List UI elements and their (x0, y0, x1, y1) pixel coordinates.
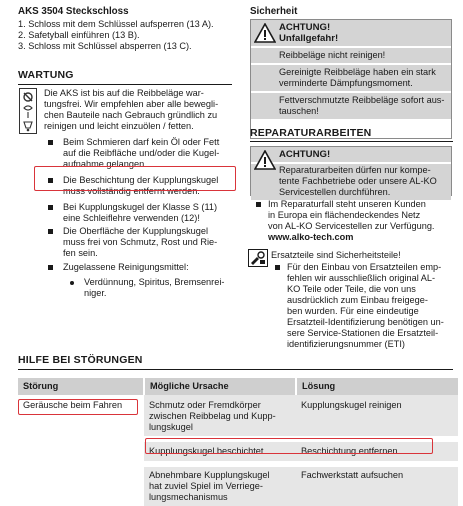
square-bullet-icon (48, 140, 53, 145)
wartung-title: WARTUNG (18, 69, 74, 81)
warning-box-unfall (250, 19, 452, 139)
cell-stoerung (18, 442, 144, 461)
hilfe-rule (18, 369, 453, 370)
warning-row: Fettverschmutzte Reibbeläge sofort aus- tauschen! (251, 93, 451, 119)
bullet-item: Zugelassene Reinigungsmittel: (46, 262, 241, 273)
warning-heading: ACHTUNG! Unfallgefahr! (251, 20, 451, 46)
bullet-list (46, 137, 241, 299)
square-bullet-icon (48, 265, 53, 270)
bullet-item: Die Beschichtung der Kupplungskugel muss vollständig entfernt werden. (46, 175, 241, 197)
sicherheit-title: Sicherheit (250, 6, 298, 17)
cell-ursache: Schmutz oder Fremdkörper zwischen Reibbelag und Kupp- lungskugel (144, 395, 296, 436)
square-bullet-icon (275, 265, 280, 270)
cell-loesung: Fachwerkstatt aufsuchen (296, 467, 458, 506)
bullet-item: Die Oberfläche der Kupplungskugel muss frei von Schmutz, Rost und Rie- fen sein. (46, 226, 241, 259)
warning-triangle-icon (254, 23, 276, 43)
highlight-beschichtet-row (145, 438, 433, 454)
reparatur-rule (250, 141, 453, 142)
square-bullet-icon (48, 205, 53, 210)
table-row (18, 467, 458, 506)
step-1: 1. Schloss mit dem Schlüssel aufsperren (13 A). (18, 19, 214, 29)
column-header: Lösung (296, 378, 458, 395)
square-bullet-icon (48, 229, 53, 234)
dot-bullet-icon (70, 281, 74, 285)
warning-triangle-icon (254, 150, 276, 170)
table-header-row (18, 378, 458, 395)
wartung-rule (18, 84, 232, 85)
column-header: Mögliche Ursache (144, 378, 296, 395)
highlight-geraeusche (18, 399, 138, 415)
cell-stoerung: Geräusche beim Fahren (18, 395, 144, 436)
cell-loesung: Kupplungskugel reinigen (296, 395, 458, 436)
cell-stoerung (18, 467, 144, 506)
warning-box-reparatur (250, 146, 452, 196)
warning-row: Gereinigte Reibbeläge haben ein stark verminderte Dämpfungsmoment. (251, 65, 451, 91)
square-bullet-icon (256, 202, 261, 207)
warning-row: Reparaturarbeiten dürfen nur kompe- tente Fachbetriebe oder unsere AL-KO Servicestellen durchführen. (251, 164, 451, 200)
reparatur-text: Im Reparaturfall steht unseren Kunden in Europa ein flächendeckendes Netz von AL-KO Servicestellen zur Verfügung. www.alko-tech.com (254, 199, 463, 243)
bullet-item: Beim Schmieren darf kein Öl oder Fett auf die Reibfläche und/oder die Kugel- aufnahme gelangen. (46, 137, 241, 170)
ersatz-text: Für den Einbau von Ersatzteilen emp- fehlen wir ausschließlich original AL- KO Teile oder Teile, die von uns ausdrücklich zum Einbau freigege- ben wurden. Für eine eindeutige Ersatzteil-Identifizierung benötigen un- sere Service-Stationen die Ersatzteil- identifizierungsnummer (ETI) (271, 262, 463, 350)
alko-url-link[interactable]: www.alko-tech.com (268, 232, 354, 242)
warning-row: Reibbeläge nicht reinigen! (251, 48, 451, 63)
step-3: 3. Schloss mit Schlüssel absperren (13 C). (18, 41, 192, 51)
reparatur-title: REPARATURARBEITEN (250, 127, 372, 139)
warning-heading: ACHTUNG! (251, 147, 451, 162)
step-2: 2. Safetyball einführen (13 B). (18, 30, 140, 40)
cell-ursache: Abnehmbare Kupplungskugel hat zuviel Spiel im Verriege- lungsmechanismus (144, 467, 296, 506)
section-header-aks: AKS 3504 Steckschloss (18, 6, 129, 17)
steps-list (18, 19, 214, 52)
bullet-item: Bei Kupplungskugel der Klasse S (11) eine Schleiflehre verwenden (12)! (46, 202, 241, 224)
ersatz-title: Ersatzteile sind Sicherheitsteile! (271, 250, 401, 260)
highlight-coating-bullet (34, 166, 236, 191)
maintenance-icon (19, 88, 37, 134)
sub-bullet-item: Verdünnung, Spiritus, Bremsenrei- niger. (46, 277, 241, 299)
wartung-intro: Die AKS ist bis auf die Reibbeläge war- tungsfrei. Wir empfehlen aber alle bewegli- chen Bauteile nach Gebrauch gründlich zu reinigen und leicht einzuölen / fetten. (44, 88, 219, 131)
hilfe-title: HILFE BEI STÖRUNGEN (18, 354, 143, 366)
column-header: Störung (18, 378, 144, 395)
cell-ursache: Kupplungskugel beschichtet (144, 442, 296, 461)
spare-parts-icon (248, 249, 268, 267)
cell-loesung: Beschichtung entfernen (296, 442, 458, 461)
